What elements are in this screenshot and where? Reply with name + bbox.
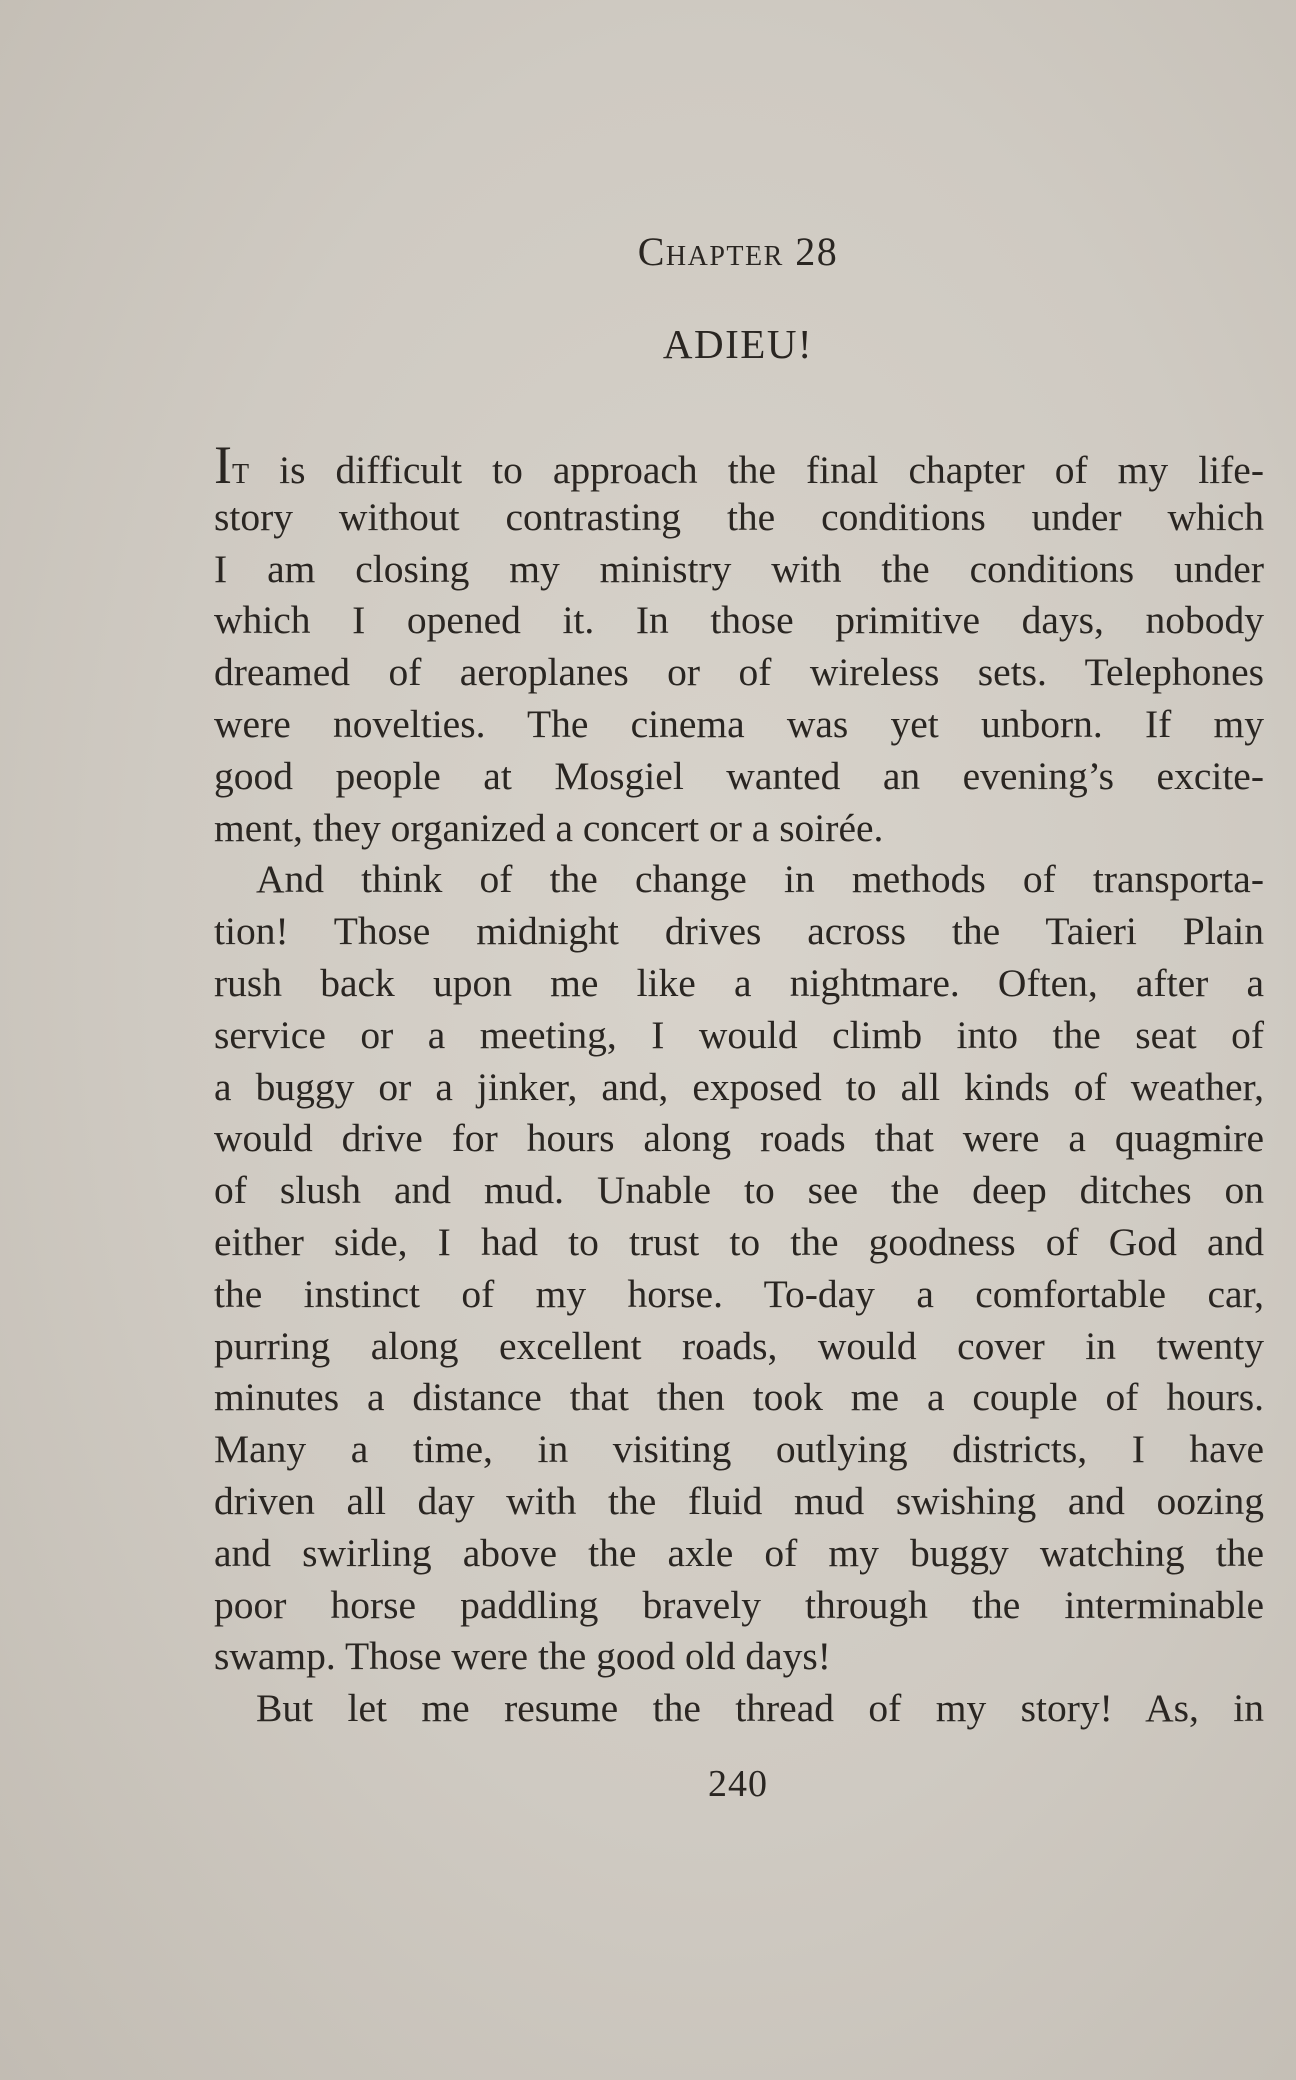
text-line: a buggy or a jinker, and, exposed to all kinds of weather, [214, 1064, 1264, 1109]
text-line: service or a meeting, I would climb into the seat of [214, 1012, 1264, 1057]
chapter-heading: Chapter 28 [637, 229, 839, 274]
text-line: good people at Mosgiel wanted an evening’s excite- [214, 753, 1264, 798]
text-line: swamp. Those were the good old days! [214, 1634, 831, 1679]
page-number: 240 [708, 1763, 768, 1805]
body-text [214, 435, 1264, 1735]
text-line: dreamed of aeroplanes or of wireless sets. Telephones [214, 650, 1264, 695]
opening-line-text: is difficult to approach the final chapter of my life- [249, 448, 1264, 492]
drop-cap: I [214, 435, 232, 495]
chapter-title: ADIEU! [662, 321, 814, 367]
text-line: Many a time, in visiting outlying districts, I have [214, 1427, 1264, 1472]
text-line: poor horse paddling bravely through the interminable [214, 1582, 1264, 1627]
text-line: story without contrasting the conditions under which [214, 494, 1264, 539]
text-line: would drive for hours along roads that were a quagmire [214, 1116, 1264, 1161]
text-line: were novelties. The cinema was yet unborn. If my [214, 701, 1264, 746]
text-line: ment, they organized a concert or a soirée. [214, 805, 884, 850]
text-line: minutes a distance that then took me a couple of hours. [214, 1375, 1264, 1420]
text-line: purring along excellent roads, would cover in twenty [214, 1323, 1264, 1368]
text-line: I am closing my ministry with the conditions under [214, 546, 1264, 591]
text-line: rush back upon me like a nightmare. Often, after a [214, 960, 1264, 1005]
text-line: the instinct of my horse. To-day a comfortable car, [214, 1271, 1264, 1316]
text-line: which I opened it. In those primitive days, nobody [214, 598, 1264, 643]
text-line: But let me resume the thread of my story! As, in [256, 1686, 1264, 1731]
text-line: either side, I had to trust to the goodness of God and [214, 1219, 1264, 1264]
small-cap-letter: t [231, 448, 250, 492]
text-line: and swirling above the axle of my buggy watching the [214, 1530, 1264, 1575]
text-line: And think of the change in methods of transporta- [256, 857, 1264, 902]
text-line: driven all day with the fluid mud swishing and oozing [214, 1478, 1264, 1523]
text-line [214, 435, 1264, 495]
text-line: of slush and mud. Unable to see the deep ditches on [214, 1168, 1264, 1213]
text-line: tion! Those midnight drives across the Taieri Plain [214, 909, 1264, 954]
